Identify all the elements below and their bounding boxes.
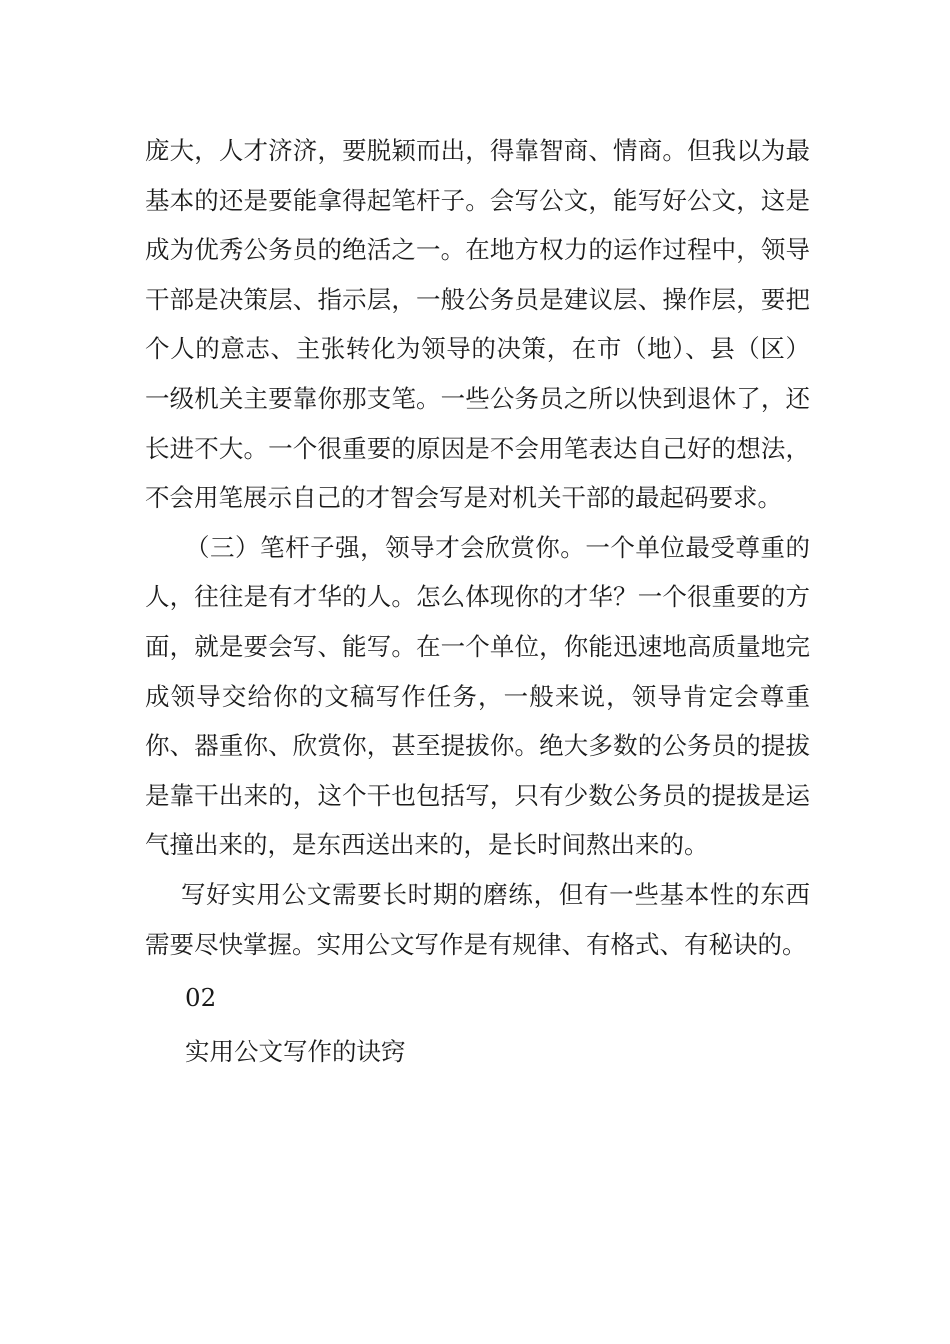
paragraph-continuation: 庞大，人才济济，要脱颖而出，得靠智商、情商。但我以为最基本的还是要能拿得起笔杆子。会写公文，能写好公文，这是成为优秀公务员的绝活之一。在地方权力的运作过程中，领导干部是决策层、指示层，一般公务员是建议层、操作层，要把个人的意志、主张转化为领导的决策，在市（地）、县（区）一级机关主要靠你那支笔。一些公务员之所以快到退休了，还长进不大。一个很重要的原因是不会用笔表达自己好的想法，不会用笔展示自己的才智会写是对机关干部的最起码要求。: [145, 136, 810, 513]
section-number: 02: [185, 983, 217, 1013]
section-title: 实用公文写作的诀窍: [185, 1036, 406, 1066]
paragraph-leadership-appreciation: （三）笔杆子强，领导才会欣赏你。一个单位最受尊重的人，往往是有才华的人。怎么体现你的才华？一个很重要的方面，就是要会写、能写。在一个单位，你能迅速地高质量地完成领导交给你的文稿写作任务，一般来说，领导肯定会尊重你、器重你、欣赏你，甚至提拔你。绝大多数的公务员的提拔是靠干出来的，这个干也包括写，只有少数公务员的提拔是运气撞出来的，是东西送出来的，是长时间熬出来的。: [145, 532, 810, 860]
document-body: [145, 126, 810, 1076]
paragraph-practical-writing: 写好实用公文需要长时期的磨练，但有一些基本性的东西需要尽快掌握。实用公文写作是有规律、有格式、有秘诀的。: [145, 879, 810, 959]
